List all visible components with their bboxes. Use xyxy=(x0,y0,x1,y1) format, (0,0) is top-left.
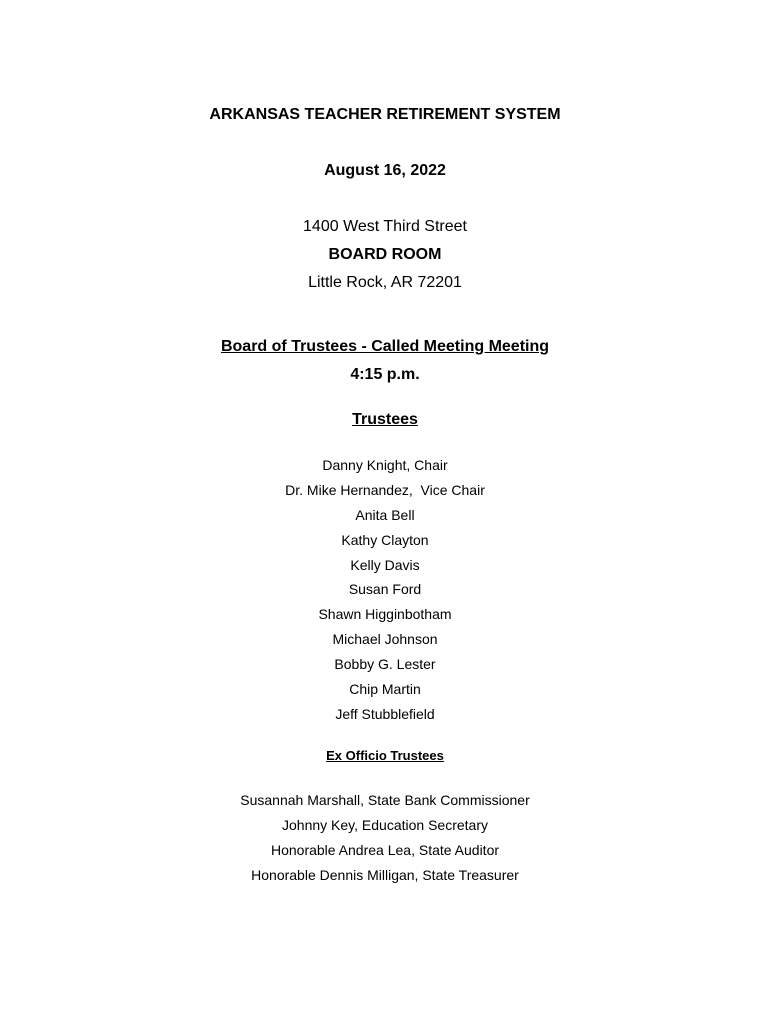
trustee-item: Dr. Mike Hernandez, Vice Chair xyxy=(285,482,485,498)
trustee-item: Susan Ford xyxy=(348,581,422,597)
ex-officio-item: Johnny Key, Education Secretary xyxy=(282,817,488,833)
ex-officio-item: Honorable Andrea Lea, State Auditor xyxy=(270,842,500,858)
organization-title: ARKANSAS TEACHER RETIREMENT SYSTEM xyxy=(209,106,561,123)
ex-officio-item: Honorable Dennis Milligan, State Treasurer xyxy=(251,867,519,883)
trustee-item: Shawn Higginbotham xyxy=(318,606,452,622)
trustee-item: Jeff Stubblefield xyxy=(335,706,435,722)
trustees-heading: Trustees xyxy=(352,411,418,428)
trustee-item: Kathy Clayton xyxy=(341,532,429,548)
trustee-item: Anita Bell xyxy=(355,507,415,523)
address-room: BOARD ROOM xyxy=(328,246,442,263)
meeting-date: August 16, 2022 xyxy=(324,162,446,179)
trustee-item: Chip Martin xyxy=(349,681,421,697)
trustee-item: Michael Johnson xyxy=(332,631,438,647)
trustee-item: Kelly Davis xyxy=(350,557,420,573)
trustee-item: Danny Knight, Chair xyxy=(322,457,448,473)
meeting-time: 4:15 p.m. xyxy=(350,366,420,383)
address-city: Little Rock, AR 72201 xyxy=(308,274,462,291)
ex-officio-item: Susannah Marshall, State Bank Commissioner xyxy=(240,792,530,808)
meeting-title: Board of Trustees - Called Meeting Meeting xyxy=(220,338,550,355)
trustee-item: Bobby G. Lester xyxy=(334,656,436,672)
ex-officio-heading: Ex Officio Trustees xyxy=(326,748,444,763)
address-street: 1400 West Third Street xyxy=(303,218,467,235)
